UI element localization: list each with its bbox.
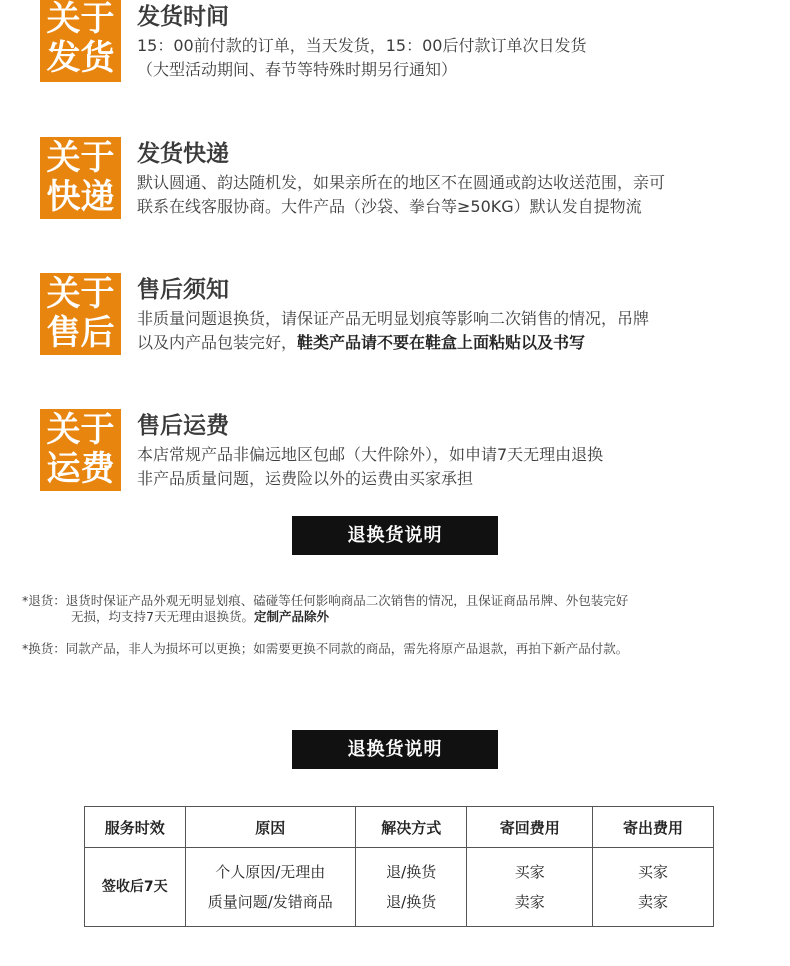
section-text — [137, 171, 767, 219]
section-title: 发货时间 — [137, 4, 229, 30]
badge-line: 关于 — [46, 410, 115, 450]
reason-cell — [185, 848, 356, 927]
header-cell: 服务时效 — [85, 807, 186, 848]
note-line: *退货：退货时保证产品外观无明显划痕、磕碰等任何影响商品二次销售的情况，且保证商品吊牌、外包装完好 — [22, 593, 629, 608]
return-note — [22, 593, 772, 625]
note-line — [22, 609, 772, 625]
header-cell: 寄回费用 — [467, 807, 593, 848]
badge-line: 关于 — [46, 274, 115, 314]
badge-line: 关于 — [46, 138, 115, 178]
text-normal: 无损，均支持7天无理由退换货。 — [71, 609, 254, 624]
period-cell: 签收后7天 — [85, 848, 186, 927]
cell-line: 退/换货 — [386, 863, 437, 881]
cell-line: 卖家 — [638, 893, 669, 911]
cell-line: 质量问题/发错商品 — [207, 893, 333, 911]
badge-line: 售后 — [46, 313, 115, 353]
header-cell: 解决方式 — [356, 807, 467, 848]
solution-cell — [356, 848, 467, 927]
badge-shipping — [40, 0, 121, 82]
exchange-note: *换货：同款产品，非人为损坏可以更换；如需要更换不同款的商品，需先将原产品退款，再拍下新产品付款。 — [22, 641, 629, 656]
return-policy-banner: 退换货说明 — [292, 516, 498, 555]
return-policy-banner-2: 退换货说明 — [292, 730, 498, 769]
badge-courier — [40, 137, 121, 219]
badge-line: 关于 — [46, 0, 115, 39]
send-fee-cell — [593, 848, 714, 927]
cell-line: 退/换货 — [386, 893, 437, 911]
text-line: （大型活动期间、春节等特殊时期另行通知） — [137, 60, 458, 79]
header-cell: 寄出费用 — [593, 807, 714, 848]
table-row — [85, 848, 714, 927]
section-title: 售后须知 — [137, 277, 229, 303]
return-policy-table — [84, 806, 714, 927]
text-line: 非产品质量问题，运费险以外的运费由买家承担 — [137, 469, 474, 488]
text-bold: 定制产品除外 — [253, 609, 329, 624]
header-cell: 原因 — [185, 807, 356, 848]
table-header-row — [85, 807, 714, 848]
badge-after-sales — [40, 273, 121, 355]
text-line: 联系在线客服协商。大件产品（沙袋、拳台等≥50KG）默认发自提物流 — [137, 197, 642, 216]
badge-line: 快递 — [46, 177, 115, 217]
section-text — [137, 443, 767, 491]
text-line: 本店常规产品非偏远地区包邮（大件除外），如申请7天无理由退换 — [137, 445, 604, 464]
text-line: 15：00前付款的订单，当天发货，15：00后付款订单次日发货 — [137, 36, 587, 55]
text-bold-warning: 鞋类产品请不要在鞋盒上面粘贴以及书写 — [297, 333, 586, 352]
text-line: 非质量问题退换货，请保证产品无明显划痕等影响二次销售的情况，吊牌 — [137, 309, 650, 328]
text-line: 默认圆通、韵达随机发，如果亲所在的地区不在圆通或韵达收送范围，亲可 — [137, 173, 666, 192]
badge-line: 发货 — [46, 38, 115, 78]
cell-line: 卖家 — [514, 893, 545, 911]
cell-line: 个人原因/无理由 — [215, 863, 326, 881]
section-text — [137, 307, 767, 355]
return-fee-cell — [467, 848, 593, 927]
badge-line: 运费 — [46, 449, 115, 489]
badge-shipping-fee — [40, 409, 121, 491]
text-normal: 以及内产品包装完好， — [137, 333, 298, 352]
cell-line: 买家 — [638, 863, 669, 881]
section-title: 售后运费 — [137, 413, 229, 439]
section-text — [137, 34, 767, 82]
cell-line: 买家 — [514, 863, 545, 881]
section-title: 发货快递 — [137, 141, 229, 167]
text-line — [137, 331, 767, 355]
